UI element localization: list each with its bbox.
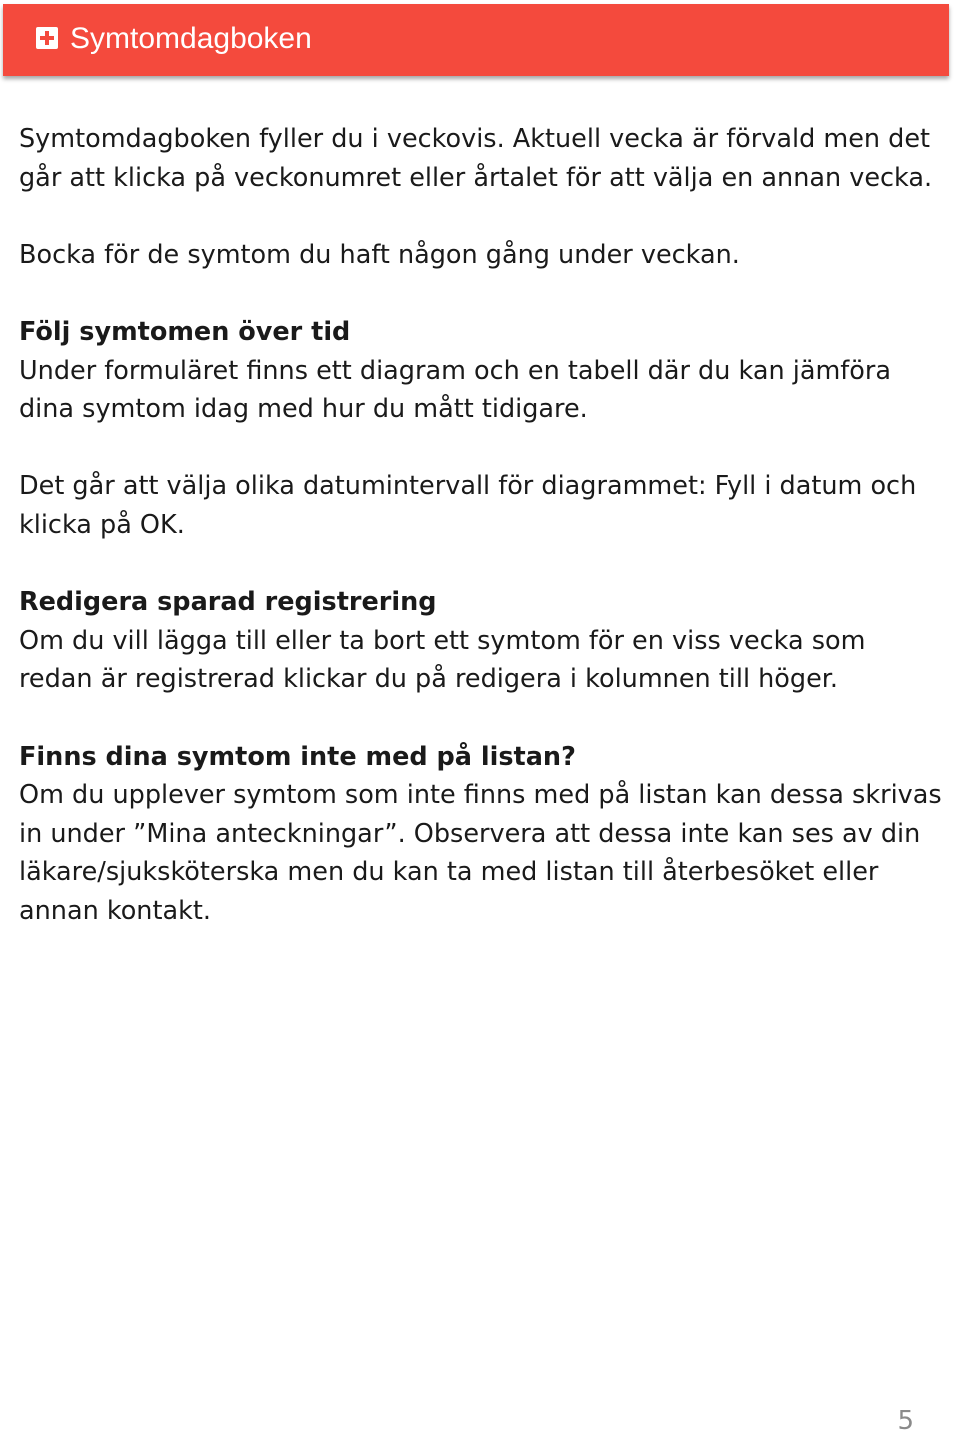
section-heading: Följ symtomen över tid bbox=[19, 316, 351, 347]
checkbox-instruction-paragraph bbox=[19, 236, 944, 275]
section-heading: Redigera sparad registrering bbox=[19, 587, 437, 618]
section-heading: Finns dina symtom inte med på listan? bbox=[19, 741, 576, 772]
missing-symptoms-section bbox=[19, 738, 944, 931]
paragraph-text: Det går att välja olika datumintervall för diagrammet: Fyll i datum och klicka på OK. bbox=[19, 471, 917, 540]
page-number: 5 bbox=[897, 1406, 914, 1436]
app-header bbox=[3, 4, 949, 76]
header-title: Symtomdagboken bbox=[70, 22, 312, 55]
date-interval-paragraph bbox=[19, 467, 944, 544]
edit-registration-section bbox=[19, 583, 944, 699]
paragraph-text: Bocka för de symtom du haft någon gång under veckan. bbox=[19, 239, 740, 270]
paragraph-text: Om du vill lägga till eller ta bort ett symtom för en viss vecka som redan är registrerad klickar du på redigera i kolumnen till höger. bbox=[19, 625, 866, 695]
paragraph-text: Symtomdagboken fyller du i veckovis. Aktuell vecka är förvald men det går att klicka på veckonumret eller årtalet för att välja en annan vecka. bbox=[19, 124, 933, 193]
follow-symptoms-section bbox=[19, 313, 944, 429]
main-content bbox=[19, 120, 944, 969]
paragraph-text: Under formuläret finns ett diagram och en tabell där du kan jämföra dina symtom idag med hur du mått tidigare. bbox=[19, 355, 891, 425]
medical-cross-icon bbox=[36, 27, 58, 49]
paragraph-text: Om du upplever symtom som inte finns med på listan kan dessa skrivas in under ”Mina anteckningar”. Observera att dessa inte kan ses av din läkare/sjuksköterska men du kan ta med listan till återbesöket eller annan kontakt. bbox=[19, 780, 942, 926]
intro-paragraph bbox=[19, 120, 944, 197]
